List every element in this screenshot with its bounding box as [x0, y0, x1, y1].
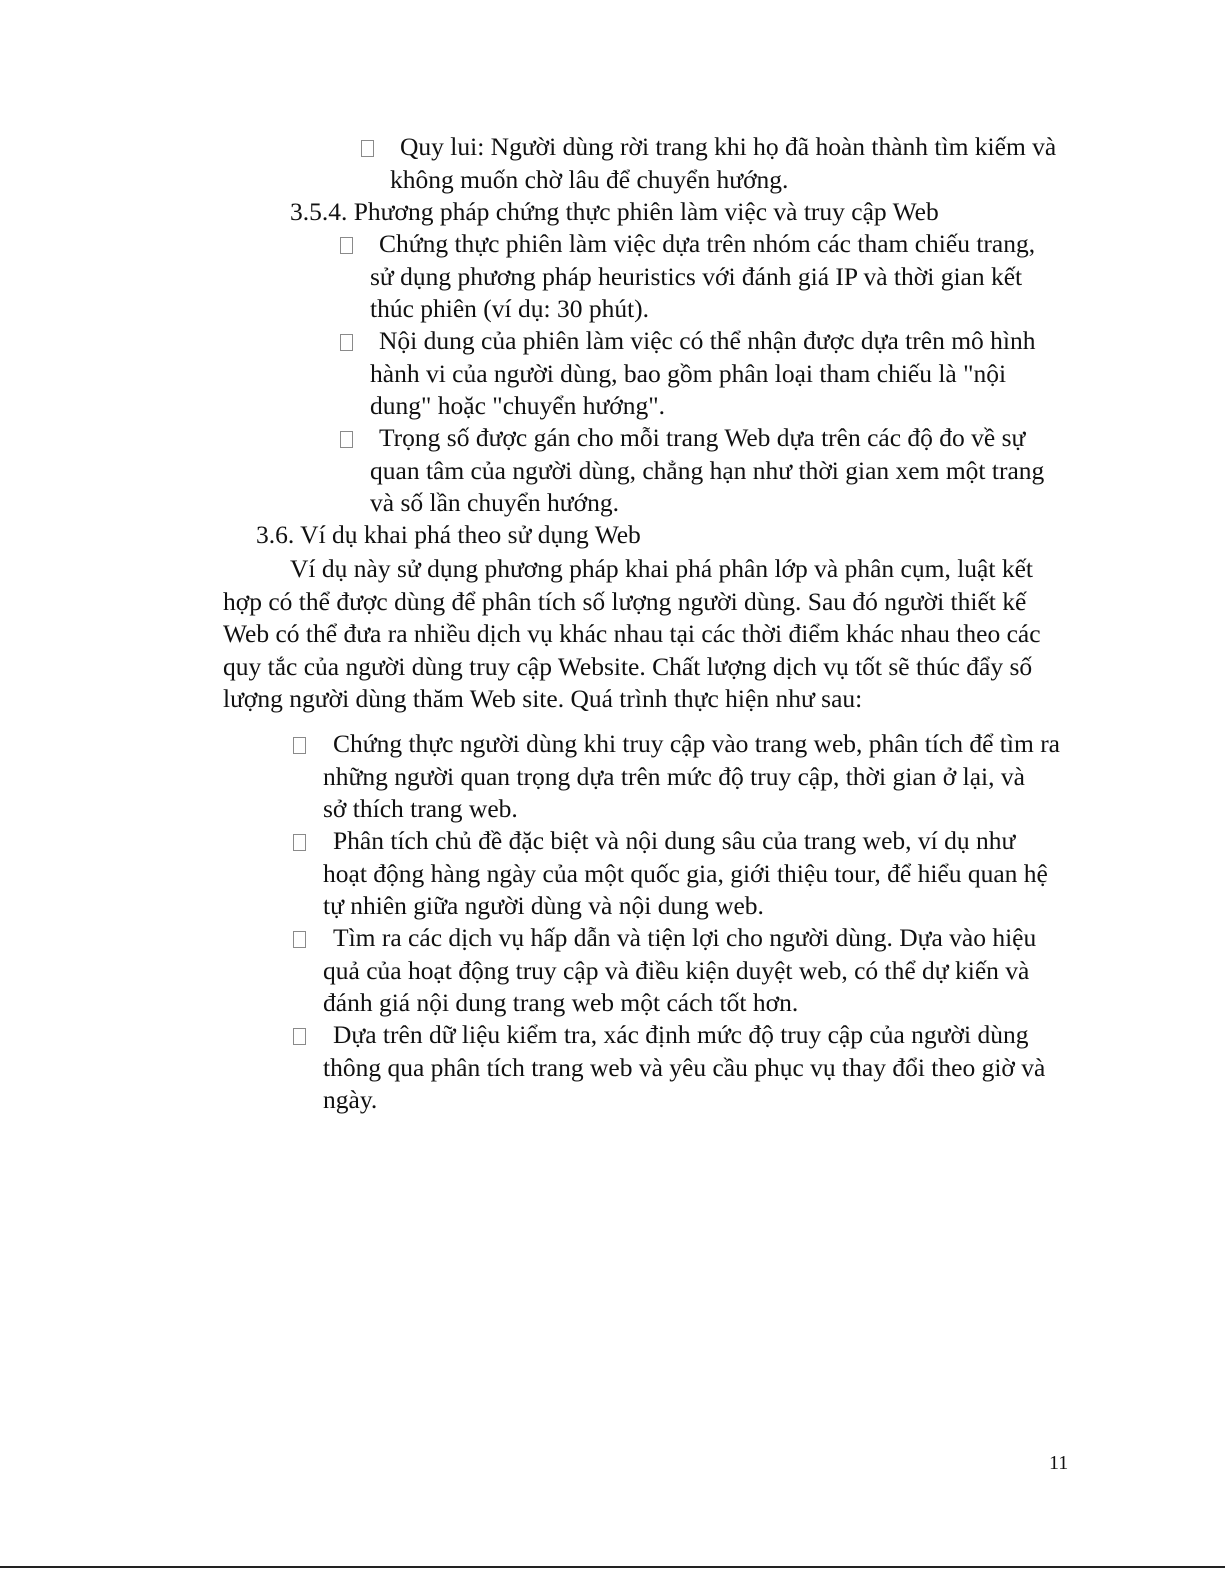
bullet-line: hoạt động hàng ngày của một quốc gia, giới thiệu tour, để hiểu quan hệ [323, 858, 1048, 888]
bullet-box-icon [340, 334, 353, 351]
bullet-box-icon [293, 931, 306, 948]
bullet-line: sử dụng phương pháp heuristics với đánh giá IP và thời gian kết [370, 261, 1023, 291]
list-item [340, 422, 1044, 520]
bullet-line: quan tâm của người dùng, chẳng hạn như thời gian xem một trang [370, 455, 1045, 485]
bullet-line: đánh giá nội dung trang web một cách tốt hơn. [323, 988, 799, 1017]
bullet-line: không muốn chờ lâu để chuyển hướng. [390, 164, 789, 194]
body-paragraph [223, 553, 1041, 716]
paragraph-line: lượng người dùng thăm Web site. Quá trình thực hiện như sau: [223, 684, 863, 713]
list-item [293, 728, 1060, 826]
list-item [293, 825, 1048, 923]
bullet-box-icon [293, 834, 306, 851]
section-heading-3-6: 3.6. Ví dụ khai phá theo sử dụng Web [256, 520, 641, 549]
page-number: 11 [1049, 1452, 1069, 1474]
list-item [293, 922, 1036, 1020]
bullet-line: dung" hoặc "chuyển hướng". [370, 391, 666, 420]
paragraph-line: Ví dụ này sử dụng phương pháp khai phá phân lớp và phân cụm, luật kết [290, 554, 1033, 583]
bullet-line: ngày. [323, 1085, 378, 1114]
bullet-line: Nội dung của phiên làm việc có thể nhận được dựa trên mô hình [379, 326, 1036, 355]
bullet-box-icon [361, 140, 374, 157]
section-heading-3-5-4: 3.5.4. Phương pháp chứng thực phiên làm việc và truy cập Web [290, 197, 939, 226]
bullet-line: thông qua phân tích trang web và yêu cầu phục vụ thay đổi theo giờ và [323, 1052, 1046, 1082]
bullet-box-icon [340, 237, 353, 254]
list-item [340, 325, 1036, 423]
bullet-line: thúc phiên (ví dụ: 30 phút). [370, 294, 650, 323]
bullet-line: và số lần chuyển hướng. [370, 488, 619, 517]
list-item [293, 1019, 1045, 1117]
page-bottom-divider [0, 1566, 1225, 1568]
paragraph-line: Web có thể đưa ra nhiều dịch vụ khác nhau tại các thời điểm khác nhau theo các [223, 619, 1041, 648]
list-item-quy-lui [361, 131, 1056, 196]
bullet-line: hành vi của người dùng, bao gồm phân loại tham chiếu là "nội [370, 358, 1007, 388]
bullet-line: Chứng thực phiên làm việc dựa trên nhóm các tham chiếu trang, [379, 229, 1036, 258]
paragraph-line: hợp có thể được dùng để phân tích số lượng người dùng. Sau đó người thiết kế [223, 586, 1027, 616]
bullet-line: Chứng thực người dùng khi truy cập vào trang web, phân tích để tìm ra [333, 729, 1060, 758]
bullet-line: Dựa trên dữ liệu kiểm tra, xác định mức độ truy cập của người dùng [333, 1020, 1029, 1049]
bullet-line: Tìm ra các dịch vụ hấp dẫn và tiện lợi cho người dùng. Dựa vào hiệu [333, 923, 1037, 952]
bullet-line: những người quan trọng dựa trên mức độ truy cập, thời gian ở lại, và [323, 761, 1025, 791]
bullet-box-icon [340, 431, 353, 448]
bullet-line: Trọng số được gán cho mỗi trang Web dựa trên các độ đo về sự [379, 423, 1026, 452]
list-item [340, 228, 1035, 326]
bullet-line: Phân tích chủ đề đặc biệt và nội dung sâu của trang web, ví dụ như [333, 826, 1016, 855]
bullet-box-icon [293, 737, 306, 754]
paragraph-line: quy tắc của người dùng truy cập Website. Chất lượng dịch vụ tốt sẽ thúc đẩy số [223, 651, 1033, 681]
bullet-line: sở thích trang web. [323, 794, 518, 823]
bullet-line: Quy lui: Người dùng rời trang khi họ đã hoàn thành tìm kiếm và [400, 132, 1057, 161]
bullet-line: quả của hoạt động truy cập và điều kiện duyệt web, có thể dự kiến và [323, 955, 1030, 985]
bullet-box-icon [293, 1028, 306, 1045]
bullet-line: tự nhiên giữa người dùng và nội dung web. [323, 891, 764, 920]
